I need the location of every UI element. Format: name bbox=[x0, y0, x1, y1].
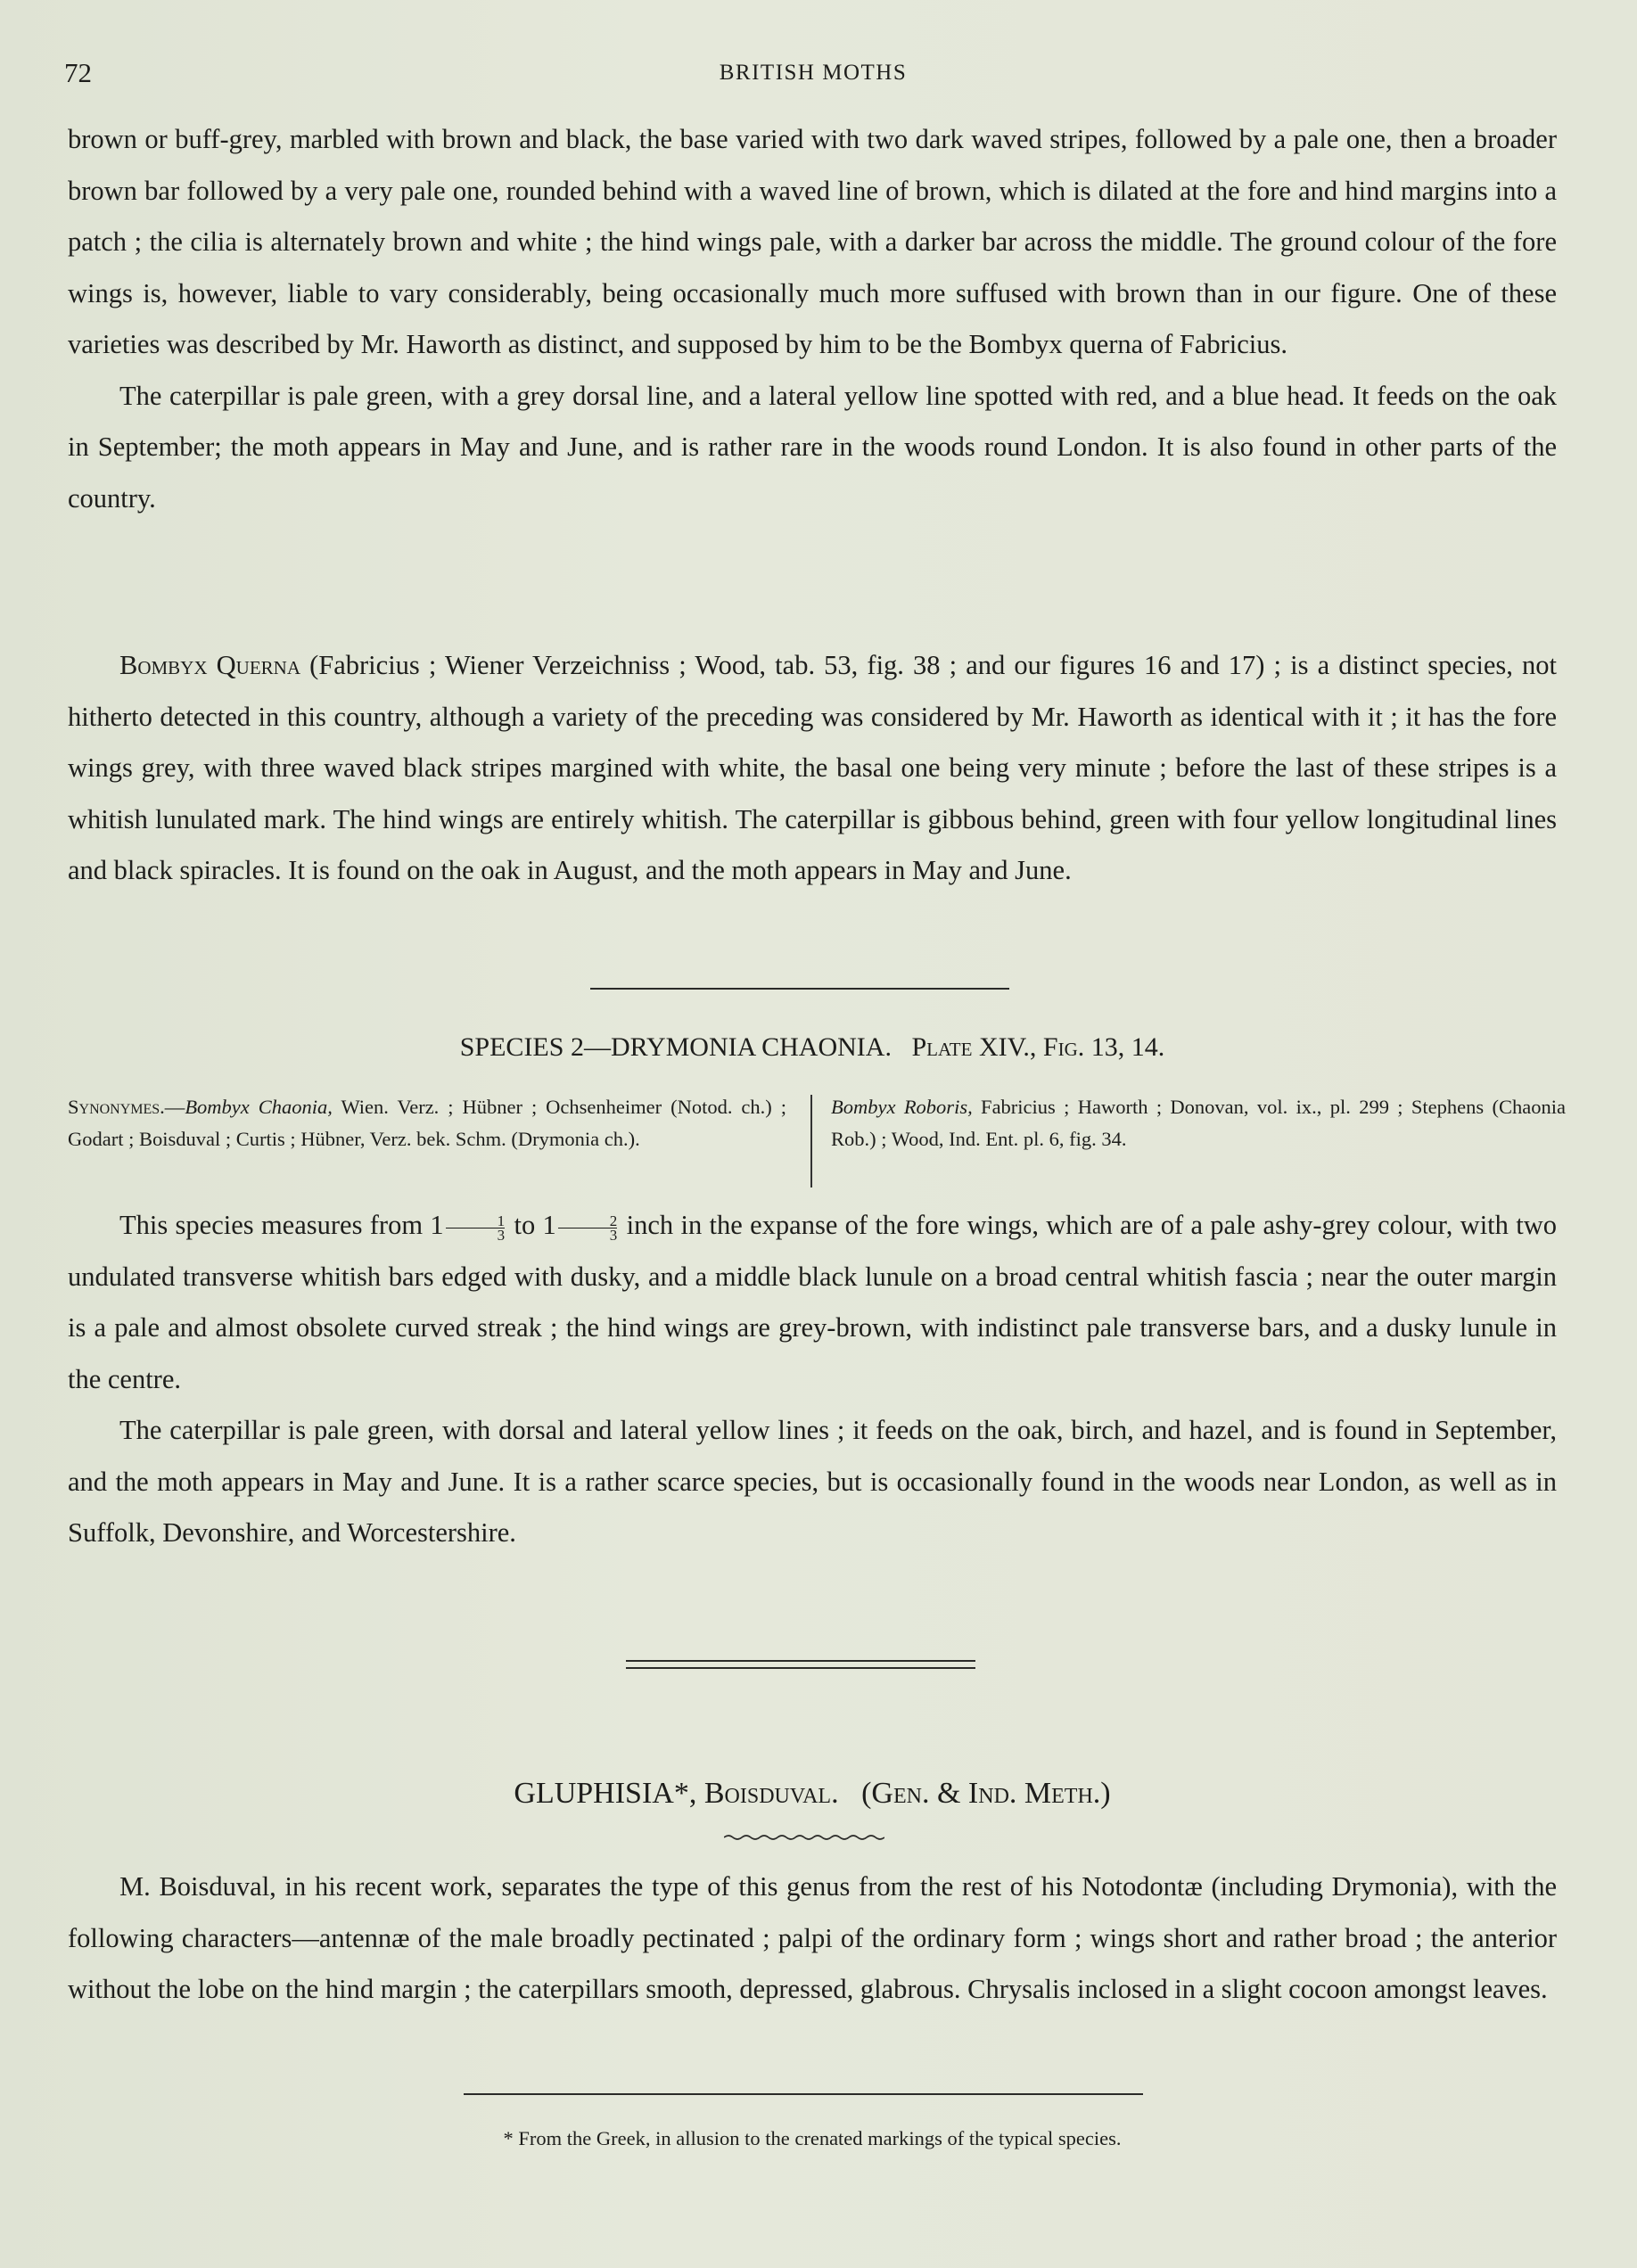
synonyms-right-column bbox=[831, 1091, 1566, 1155]
fraction-two-thirds bbox=[558, 1214, 618, 1242]
synonym-chaonia: Bombyx Chaonia, bbox=[185, 1096, 333, 1118]
fraction-one-third bbox=[446, 1214, 506, 1242]
querna-name: Bombyx Querna bbox=[119, 650, 300, 680]
querna-text: (Fabricius ; Wiener Verzeichniss ; Wood, tab. 53, fig. 38 ; and our figures 16 and 17) ; is a distinct species, not hitherto detected in this country, although a variety of the preceding was considered by Mr. Haworth as identical with it ; it has the fore wings grey, with three waved black stripes margined with white, the basal one being very minute ; before the last of these stripes is a whitish lunulated mark. The hind wings are entirely whitish. The caterpillar is gibbous behind, green with four yellow longitudinal lines and black spiracles. It is found on the oak in August, and the moth appears in May and June. bbox=[68, 650, 1557, 885]
querna-section bbox=[68, 640, 1557, 897]
page-number: 72 bbox=[64, 57, 92, 88]
genus-heading bbox=[68, 1777, 1557, 1811]
synonyms-right-text: Fabricius ; Haworth ; Donovan, vol. ix., pl. 299 ; Stephens (Chaonia Rob.) ; Wood, Ind. Ent. pl. 6, fig. 34. bbox=[831, 1096, 1566, 1150]
running-header bbox=[64, 57, 1562, 93]
querna-paragraph bbox=[68, 640, 1557, 897]
genus-name: GLUPHISIA*, bbox=[514, 1777, 697, 1810]
section-divider bbox=[590, 988, 1009, 990]
species2-section bbox=[68, 1200, 1557, 1559]
genus-author: Boisduval. bbox=[703, 1777, 839, 1810]
synonyms-block bbox=[68, 1091, 1566, 1189]
footnote-rule bbox=[464, 2093, 1143, 2095]
species-heading bbox=[68, 1032, 1557, 1063]
synonyms-label: Synonymes.— bbox=[68, 1096, 185, 1118]
double-rule-bottom bbox=[626, 1667, 975, 1669]
species2-p1-part-a: This species measures from 1 bbox=[119, 1210, 444, 1240]
intro-paragraph-1: brown or buff-grey, marbled with brown and black, the base varied with two dark waved stripes, followed by a pale one, then a broader brown bar followed by a very pale one, rounded behind with a waved line of brown, which is dilated at the fore and hind margins into a patch ; the cilia is alternately brown and white ; the hind wings pale, with a darker bar across the middle. The ground colour of the fore wings is, however, liable to vary considerably, being occasionally much more suffused with brown than in our figure. One of these varieties was described by Mr. Haworth as distinct, and supposed by him to be the Bombyx querna of Fabricius. bbox=[68, 124, 1557, 359]
species2-paragraph-2: The caterpillar is pale green, with dorsal and lateral yellow lines ; it feeds on the oak, birch, and hazel, and is found in September, and the moth appears in May and June. It is a rather scarce species, but is occasionally found in the woods near London, as well as in Suffolk, Devonshire, and Worcestershire. bbox=[68, 1415, 1557, 1548]
plate-reference: Plate XIV., Fig. 13, 14. bbox=[911, 1032, 1165, 1062]
species2-p1-part-b: to 1 bbox=[506, 1210, 556, 1240]
synonym-roboris: Bombyx Roboris, bbox=[831, 1096, 973, 1118]
synonyms-left-column bbox=[68, 1091, 786, 1155]
synonyms-column-divider bbox=[810, 1095, 812, 1187]
genus-reference: (Gen. & Ind. Meth.) bbox=[861, 1777, 1111, 1810]
fraction-1-numerator: 1 bbox=[446, 1214, 506, 1228]
species2-paragraph-1 bbox=[68, 1200, 1557, 1405]
wavy-ornament bbox=[724, 1833, 884, 1842]
footnote: * From the Greek, in allusion to the crenated markings of the typical species. bbox=[503, 2127, 1122, 2149]
double-rule-top bbox=[626, 1660, 975, 1662]
species2-p1-part-c: inch in the expanse of the fore wings, which are of a pale ashy-grey colour, with two undulated transverse whitish bars edged with dusky, and a middle black lunule on a broad central whitish fascia ; near the outer margin is a pale and almost obsolete curved streak ; the hind wings are grey-brown, with indistinct pale transverse bars, and a dusky lunule in the centre. bbox=[68, 1210, 1557, 1394]
genus-section bbox=[68, 1861, 1557, 2016]
fraction-2-denominator: 3 bbox=[609, 1226, 618, 1244]
fraction-2-numerator: 2 bbox=[558, 1214, 618, 1228]
running-title: BRITISH MOTHS bbox=[719, 61, 908, 85]
intro-paragraph-2: The caterpillar is pale green, with a grey dorsal line, and a lateral yellow line spotted with red, and a blue head. It feeds on the oak in September; the moth appears in May and June, and is rather rare in the woods round London. It is also found in other parts of the country. bbox=[68, 380, 1557, 514]
fraction-1-denominator: 3 bbox=[497, 1226, 506, 1244]
synonyms-left-text: Wien. Verz. ; Hübner ; Ochsenheimer (Notod. ch.) ; Godart ; Boisduval ; Curtis ; Hübner, Verz. bek. Schm. (Drymonia ch.). bbox=[68, 1096, 786, 1150]
intro-section bbox=[68, 114, 1557, 524]
genus-paragraph: M. Boisduval, in his recent work, separates the type of this genus from the rest of his Notodontæ (including Drymonia), with the following characters—antennæ of the male broadly pectinated ; palpi of the ordinary form ; wings short and rather broad ; the anterior without the lobe on the hind margin ; the caterpillars smooth, depressed, glabrous. Chrysalis inclosed in a slight cocoon amongst leaves. bbox=[68, 1871, 1557, 2004]
species-title: SPECIES 2—DRYMONIA CHAONIA. bbox=[459, 1032, 892, 1062]
